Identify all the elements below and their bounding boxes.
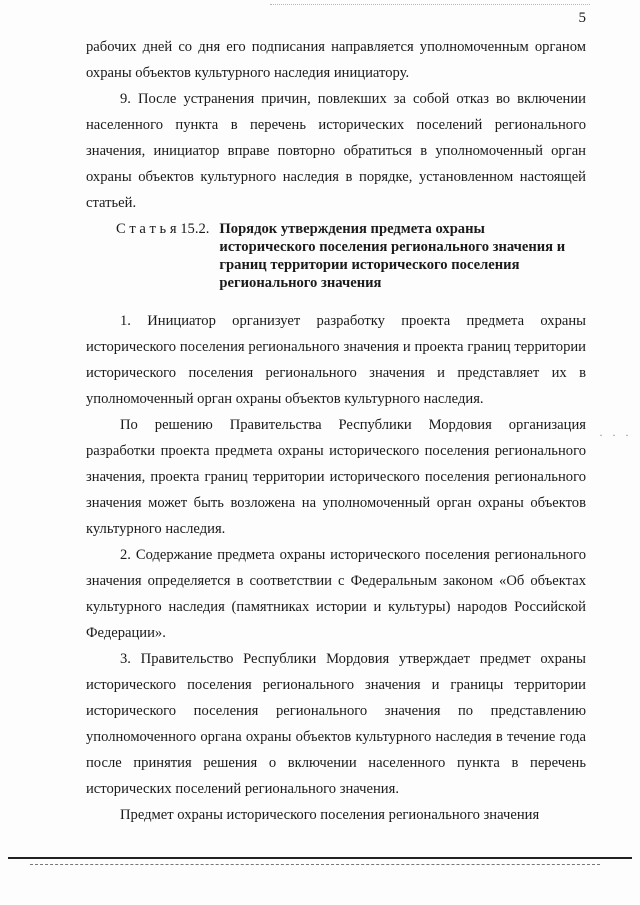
paragraph-2: 2. Содержание предмета охраны исторического поселения регионального значения определяется в соответствии с Федеральным законом «Об объектах культурного наследия (памятниках истории и культуры) народов Российской Федерации».	[86, 547, 586, 641]
article-label: С т а т ь я 15.2.	[116, 221, 210, 237]
paragraph-3-continued: Предмет охраны исторического поселения регионального значения	[120, 807, 540, 823]
scan-artifact-bottom-dashes	[30, 864, 600, 866]
article-heading	[116, 220, 586, 292]
scan-artifact-bottom-rule	[8, 857, 632, 859]
paragraph-1-continued: По решению Правительства Республики Мордовия организация разработки проекта предмета охраны исторического поселения регионального значения, проекта границ территории исторического поселения регионального значения может быть возложена на уполномоченный орган охраны объектов культурного наследия.	[86, 417, 586, 537]
article-title: Порядок утверждения предмета охраны исторического поселения регионального значения и границ территории исторического поселения регионального значения	[219, 221, 566, 291]
paragraph-1: 1. Инициатор организует разработку проекта предмета охраны исторического поселения регионального значения и проекта границ территории исторического поселения регионального значения и представляет их в уполномоченный орган охраны объектов культурного наследия.	[86, 313, 586, 407]
scan-artifact-margin: · · ·	[599, 428, 632, 442]
page-number: 5	[578, 10, 586, 26]
paragraph-continuation: рабочих дней со дня его подписания направляется уполномоченным органом охраны объектов культурного наследия инициатору.	[86, 39, 586, 81]
document-body	[86, 34, 586, 828]
paragraph-9: 9. После устранения причин, повлекших за собой отказ во включении населенного пункта в перечень исторических поселений регионального значения, инициатор вправе повторно обратиться в уполномоченный орган охраны объектов культурного наследия в порядке, установленном настоящей статьей.	[86, 91, 586, 211]
scan-artifact-top	[270, 4, 590, 6]
paragraph-3: 3. Правительство Республики Мордовия утверждает предмет охраны исторического поселения регионального значения и границы территории исторического поселения регионального значения по представлению уполномоченного органа охраны объектов культурного наследия в течение года после принятия решения о включении населенного пункта в перечень исторических поселений регионального значения.	[86, 651, 586, 797]
